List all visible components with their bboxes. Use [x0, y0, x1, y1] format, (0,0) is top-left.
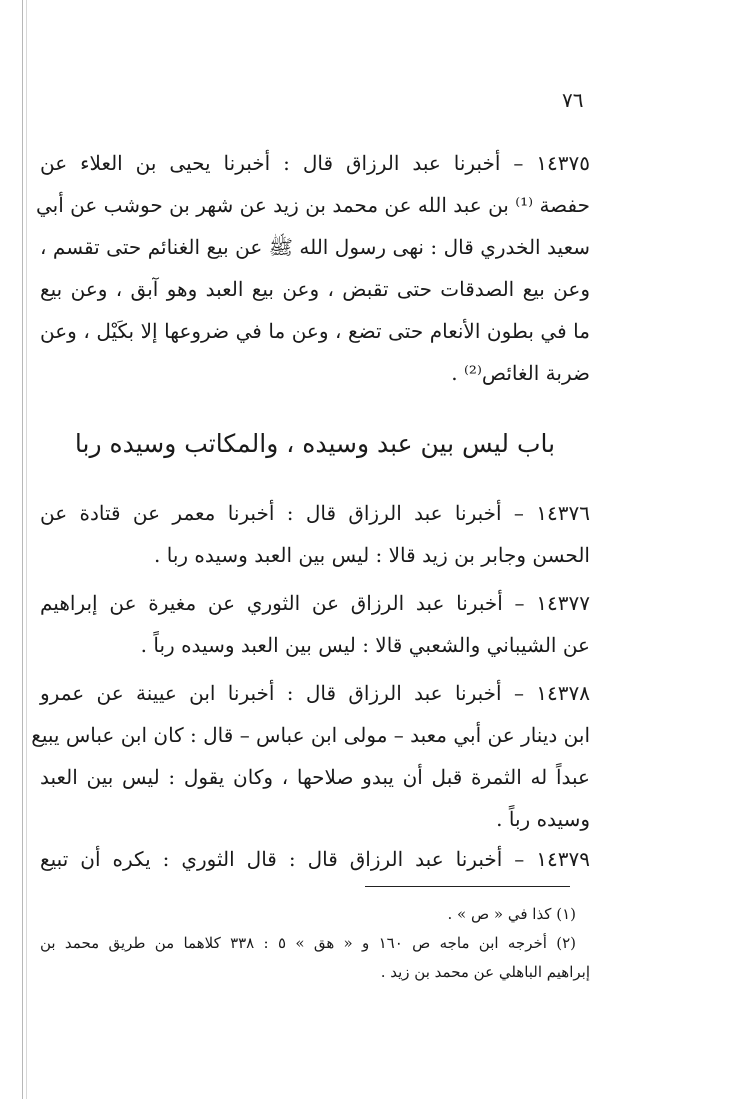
footnote-2-line-1: (٢) أخرجه ابن ماجه ص ١٦٠ و « هق » ٥ : ٣٣٨ كلاهما من طريق محمد بن — [40, 934, 577, 952]
hadith-14378-line-3: عبداً له الثمرة قبل أن يبدو صلاحها ، وكان يقول : ليس بين العبد — [40, 765, 590, 789]
hadith-14377-line-2: عن الشيباني والشعبي قالا : ليس بين العبد وسيده رباً . — [140, 633, 590, 657]
hadith-14375-line-3: سعيد الخدري قال : نهى رسول الله ﷺ عن بيع الغنائم حتى تقسم ، — [40, 235, 590, 259]
hadith-14375-line-2: حفصة ⁽¹⁾ بن عبد الله عن محمد بن زيد عن شهر بن حوشب عن أبي — [35, 193, 590, 217]
hadith-14376-line-2: الحسن وجابر بن زيد قالا : ليس بين العبد وسيده ربا . — [154, 543, 590, 567]
chapter-title: باب ليس بين عبد وسيده ، والمكاتب وسيده ربا — [74, 429, 556, 458]
hadith-14379 — [40, 838, 590, 880]
hadith-14375-line-5: ما في بطون الأنعام حتى تضع ، وعن ما في ضروعها إلا بكَيْل ، وعن — [40, 319, 590, 343]
hadith-14375-line-6: ضربة الغائص⁽²⁾ . — [451, 361, 590, 385]
hadith-14376 — [40, 492, 590, 576]
page-number: ٧٦ — [562, 88, 584, 112]
hadith-14375-line-4: وعن بيع الصدقات حتى تقبض ، وعن بيع العبد وهو آبق ، وعن بيع — [40, 277, 590, 301]
hadith-14378-line-1: ١٤٣٧٨ – أخبرنا عبد الرزاق قال : أخبرنا ابن عيينة عن عمرو — [40, 681, 590, 705]
hadith-14375 — [35, 142, 590, 394]
hadith-14378-line-2: ابن دينار عن أبي معبد – مولى ابن عباس – قال : كان ابن عباس يبيع — [31, 723, 590, 747]
hadith-14376-line-1: ١٤٣٧٦ – أخبرنا عبد الرزاق قال : أخبرنا معمر عن قتادة عن — [40, 501, 590, 525]
page-margin-line — [22, 0, 23, 1099]
footnote-1: (١) كذا في « ص » . — [447, 905, 576, 923]
page-margin-line-inner — [26, 0, 27, 1099]
footnote-2-line-2: إبراهيم الباهلي عن محمد بن زيد . — [380, 963, 590, 981]
hadith-14378 — [31, 672, 590, 840]
hadith-14378-line-4: وسيده رباً . — [496, 807, 590, 831]
hadith-14375-line-1: ١٤٣٧٥ – أخبرنا عبد الرزاق قال : أخبرنا يحيى بن العلاء عن — [40, 151, 590, 175]
footnote-separator — [365, 886, 570, 887]
hadith-14379-line-1: ١٤٣٧٩ – أخبرنا عبد الرزاق قال : قال الثوري : يكره أن تبيع — [40, 847, 590, 871]
hadith-14377 — [40, 582, 590, 666]
footnotes — [40, 900, 590, 987]
hadith-14377-line-1: ١٤٣٧٧ – أخبرنا عبد الرزاق عن الثوري عن مغيرة عن إبراهيم — [40, 591, 590, 615]
